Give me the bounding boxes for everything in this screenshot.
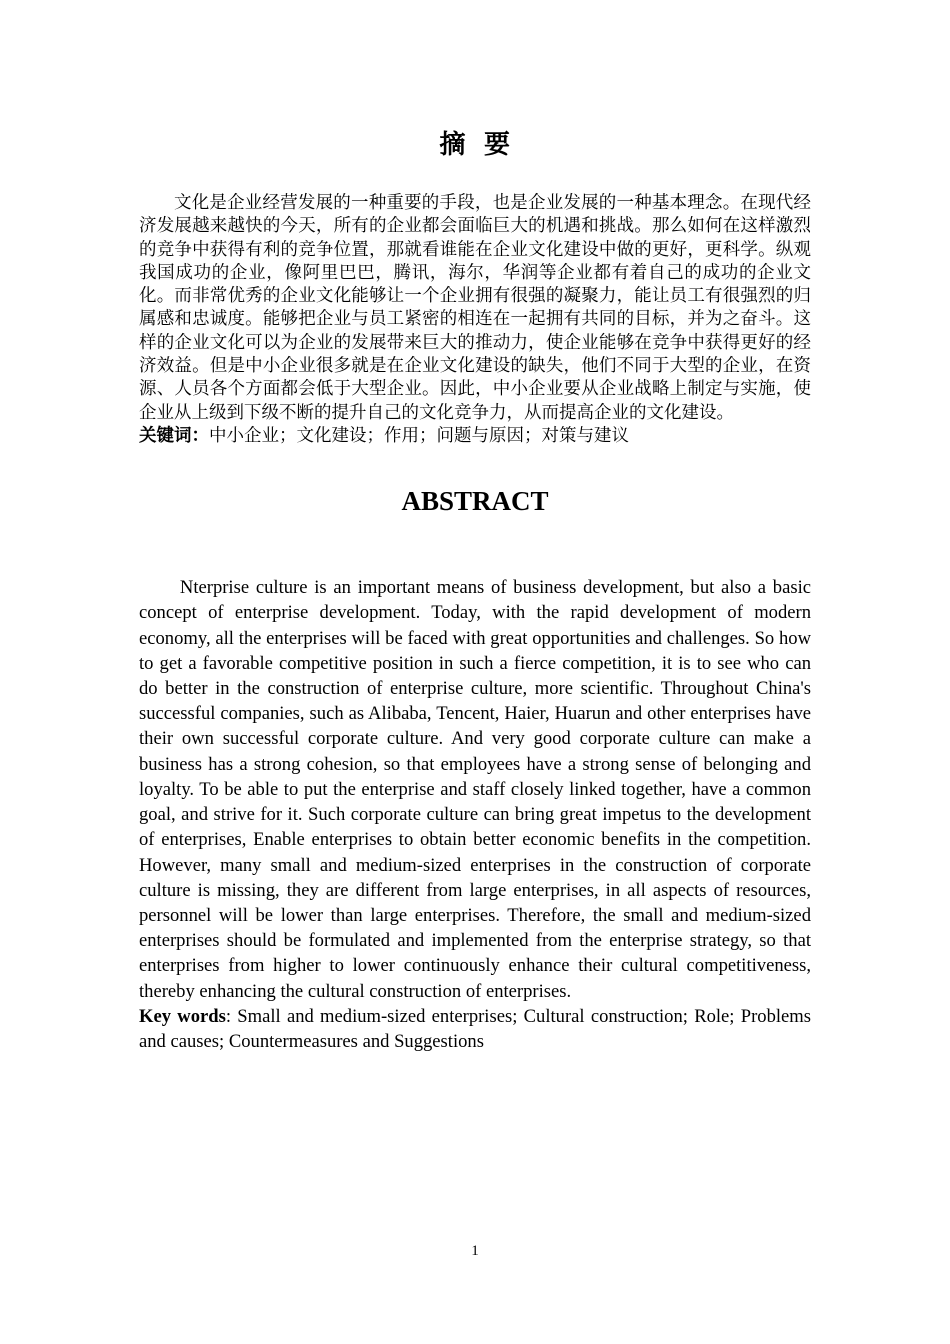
page-content (139, 0, 811, 1054)
chinese-keywords-label: 关键词： (139, 425, 209, 446)
chinese-abstract-title (139, 0, 811, 162)
english-keywords-value: : Small and medium-sized enterprises; Cultural construction; Role; Problems and causes; Countermeasures and Suggestions (139, 1005, 811, 1052)
page-number: 1 (471, 1243, 479, 1259)
chinese-abstract-body: 文化是企业经营发展的一种重要的手段，也是企业发展的一种基本理念。在现代经济发展越来越快的今天，所有的企业都会面临巨大的机遇和挑战。那么如何在这样激烈的竞争中获得有利的竞争位置，那就看谁能在企业文化建设中做的更好，更科学。纵观我国成功的企业，像阿里巴巴，腾讯，海尔，华润等企业都有着自己的成功的企业文化。而非常优秀的企业文化能够让一个企业拥有很强的凝聚力，能让员工有很强烈的归属感和忠诚度。能够把企业与员工紧密的相连在一起拥有共同的目标，并为之奋斗。这样的企业文化可以为企业的发展带来巨大的推动力，使企业能够在竞争中获得更好的经济效益。但是中小企业很多就是在企业文化建设的缺失，他们不同于大型的企业，在资源、人员各个方面都会低于大型企业。因此，中小企业要从企业战略上制定与实施，使企业从上级到下级不断的提升自己的文化竞争力，从而提高企业的文化建设。 (139, 193, 811, 423)
english-abstract-body: Nterprise culture is an important means of business development, but also a basic concept of enterprise development. Today, with the rapid development of modern economy, all the enterprises will be faced with great opportunities and challenges. So how to get a favorable competitive position in such a fierce competition, it is to see who can do better in the construction of enterprise culture, more scientific. Throughout China's successful companies, such as Alibaba, Tencent, Haier, Huarun and other enterprises have their own successful corporate culture. And very good corporate culture can make a business has a strong cohesion, so that employees have a strong sense of belonging and loyalty. To be able to put the enterprise and staff closely linked together, have a common goal, and strive for it. Such corporate culture can bring great impetus to the development of enterprises, Enable enterprises to obtain better economic benefits in the competition. However, many small and medium-sized enterprises in the construction of corporate culture is missing, they are different from large enterprises, in all aspects of resources, personnel will be lower than large enterprises. Therefore, the small and medium-sized enterprises should be formulated and implemented from the enterprise strategy, so that enterprises from higher to lower continuously enhance their cultural competitiveness, thereby enhancing the cultural construction of enterprises. (139, 577, 811, 1002)
english-keywords-line (139, 1004, 811, 1054)
chinese-keywords-value: 中小企业；文化建设；作用；问题与原因；对策与建议 (209, 425, 629, 446)
chinese-keywords-line (139, 425, 811, 448)
chinese-abstract-title-char-2: 要 (484, 130, 511, 160)
english-keywords-label: Key words (139, 1005, 226, 1027)
english-abstract-title: ABSTRACT (401, 486, 549, 517)
chinese-abstract-title-char-1: 摘 (439, 130, 466, 160)
